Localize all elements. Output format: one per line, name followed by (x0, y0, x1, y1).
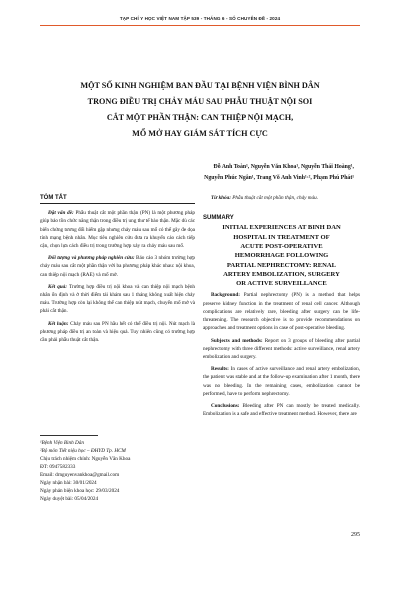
title-line: MỘT SỐ KINH NGHIỆM BAN ĐẦU TẠI BỆNH VIỆN BÌNH DÂN (80, 81, 320, 90)
heading-rule (40, 203, 195, 204)
right-column (203, 194, 360, 418)
methods-text-en: Report on 3 groups of bleeding after partial nephrectomy with three different methods: active surveillance, renal artery embolization and surgery. (203, 337, 360, 360)
summary-results (203, 365, 360, 398)
conclusion-label: Kết luận: (48, 320, 69, 327)
results-text: Trường hợp điều trị nội khoa và can thiệp nội mạch bệnh nhân ổn định và ở thời điểm tái khám sau 1 tháng không xuất hiện chảy máu. Trường hợp còn lại không thể can thiệp nút mạch, chuyển mổ mở và phải cắt thận. (40, 283, 196, 315)
keywords-vi (203, 194, 360, 202)
results-text-en: In cases of active surveillance and renal artery embolization, the patient was stable and at the follow-up examination after 1 month, there was no bleeding. In the remaining cases, embolization cannot be performed, have to perform nephrectomy. (203, 366, 360, 397)
abstract-heading: TÓM TẮT (40, 195, 67, 201)
abstract-methods (40, 254, 195, 279)
conclusion-text: Chảy máu sau PN hầu hết có thể điều trị nội. Nút mạch là phương pháp điều trị an toàn và hiệu quả. Tuy nhiên cũng có trường hợp cần phải phẫu thuật cắt thận. (40, 320, 195, 344)
email: Email: drnguyenvankhoa@gmail.com (40, 472, 120, 478)
background-text: Phẫu thuật cắt một phần thận (PN) là một phương pháp giúp bảo tồn chức năng thận trong điều trị ung thư tế bào thận. Mặc dù các biến chứng tương đối hiếm gặp nhưng chảy máu sau mổ có thể gây đe dọa tính mạng bệnh nhân. Mục tiêu nghiên cứu đưa ra khuyến cáo cách tiếp cận, chọn lựa cách điều trị trong trường hợp xảy ra chảy máu sau mổ. (40, 210, 196, 250)
phone: ĐT: 0947582333 (40, 464, 76, 470)
date-accepted: Ngày duyệt bài: 05/04/2024 (40, 496, 99, 502)
date-received: Ngày nhận bài: 30/01/2024 (40, 480, 97, 486)
summary-methods (203, 337, 360, 362)
left-column (40, 194, 195, 344)
english-title-line: PARTIAL NEPHRECTOMY: RENAL (226, 261, 337, 269)
results-label-en: Results: (211, 366, 229, 373)
summary-heading: SUMMARY (203, 215, 234, 222)
english-title-line: ACUTE POST-OPERATIVE (240, 243, 323, 250)
abstract-background (40, 209, 195, 250)
title-line: CẮT MỘT PHẦN THẬN: CAN THIỆP NỘI MẠCH, (106, 113, 294, 122)
english-title-line: OR ACTIVE SURVEILLANCE (236, 280, 327, 288)
abstract-conclusion (40, 320, 195, 345)
authors-line: Đỗ Anh Toàn¹, Nguyễn Văn Khoa¹, Nguyễn Thái Hoàng¹, (213, 164, 354, 170)
header-rule (40, 25, 360, 26)
keywords-text: Phẫu thuật cắt một phần thận, chảy máu. (232, 195, 318, 201)
authors-line: Nguyễn Phúc Ngân¹, Trang Võ Anh Vinh¹·², Phạm Phú Phát¹ (204, 175, 354, 181)
conclusion-text-en: Bleeding after PN can mostly be treated medically. Embolization is a safe and effective treatment method. However, there are (203, 402, 360, 418)
english-title-line: INITIAL EXPERIENCES AT BINH DAN (222, 224, 341, 232)
methods-label: Đối tượng và phương pháp nghiên cứu: (48, 255, 135, 262)
background-text-en: Partial nephrectomy (PN) is a method that helps preserve kidney function in the treatment of renal cell cancer. Although complications are relatively rare, bleeding after surgery can be life-threatening. The research objective is to provide recommendations on approaches and treatment options in case of post-operative bleeding. (203, 292, 360, 332)
english-title-line: HOSPITAL IN TREATMENT OF (233, 233, 330, 241)
author-list (94, 162, 354, 184)
methods-label-en: Subjects and methods: (211, 337, 263, 344)
conclusion-label-en: Conclusions: (211, 402, 240, 409)
english-title-line: ARTERY EMBOLIZATION, SURGERY (223, 270, 340, 278)
keywords-label: Từ khóa: (211, 195, 231, 201)
abstract-results (40, 283, 195, 316)
affiliation-1: ¹Bệnh Viện Bình Dân (40, 440, 84, 446)
english-title (203, 223, 360, 288)
summary-background (203, 291, 360, 332)
summary-conclusion (203, 402, 360, 418)
background-label: Đặt vấn đề: (48, 210, 74, 217)
running-header: TẠP CHÍ Y HỌC VIỆT NAM TẬP 539 - THÁNG 6 - SỐ CHUYÊN ĐỀ - 2024 (119, 16, 281, 21)
methods-text: Báo cáo 3 nhóm trường hợp chảy máu sau cắt một phần thận với ba phương pháp khác nhau: nội khoa, can thiệp nội mạch (RAE) và mổ mở. (40, 255, 196, 278)
affiliation-2: ²Bộ môn Tiết niệu học – ĐHYD Tp. HCM (40, 448, 126, 454)
footnote-rule (40, 435, 98, 436)
background-label-en: Background: (211, 292, 241, 299)
page-number: 295 (351, 532, 360, 538)
article-title (42, 78, 358, 142)
title-line: TRONG ĐIỀU TRỊ CHẢY MÁU SAU PHẪU THUẬT NỘI SOI (87, 97, 313, 106)
date-reviewed: Ngày phản biện khoa học: 29/03/2024 (40, 488, 120, 494)
corresponding-author: Chịu trách nhiệm chính: Nguyễn Văn Khoa (40, 456, 131, 462)
title-line: MỔ MỞ HAY GIÁM SÁT TÍCH CỰC (132, 129, 268, 138)
footnotes (40, 435, 195, 503)
results-label: Kết quả: (48, 283, 68, 290)
english-title-line: HEMORRHAGE FOLLOWING (234, 252, 329, 260)
